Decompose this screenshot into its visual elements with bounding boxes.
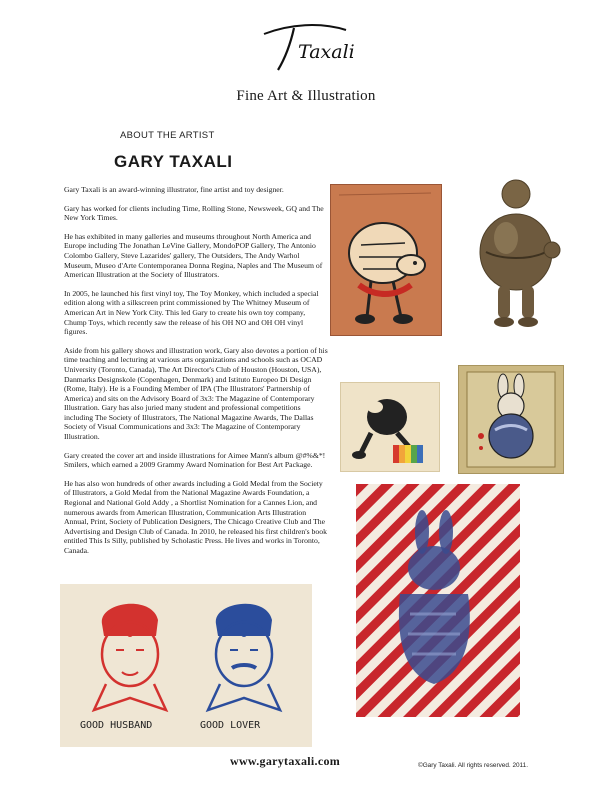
bio-paragraph: He has exhibited in many galleries and museums throughout North America and Europe including The Jonathan LeVine Gallery, MondoPOP Gallery, The Antonio Colombo Gallery, Steve Lazarides' gallery, The Outsiders, The Andy Warhol Museum, Museo d'Arte Contemporanea Donna Regina, Naples and The Museum of American Illustration at the Society of Illustrators.	[64, 231, 323, 280]
faces-left-caption: GOOD HUSBAND	[80, 720, 153, 731]
bio-paragraph: He has also won hundreds of other awards including a Gold Medal from the Society of Illustrators, a Gold Medal from the National Magazine Awards Foundation, a Regional and National Gold Addy , a Shortlist Nomination for a Cannes Lion, and numerous awards from American Illustration, Communication Arts Illustration Annual, Print, Society of Publication Designers, The Chicago Creative Club and The Advertising and Design Club of Canada. In 2010, he released his first children's book entitled This Is Silly, published by Scholastic Press. He lives and works in Toronto, Canada.	[64, 478, 327, 555]
artwork-seated-rabbit	[458, 365, 564, 474]
bio-text	[64, 185, 328, 565]
artwork-fist-character	[330, 184, 442, 336]
copyright-notice: ©Gary Taxali. All rights reserved. 2011.	[418, 762, 528, 769]
artist-name: GARY TAXALI	[114, 152, 233, 171]
page-subtitle: Fine Art & Illustration	[236, 88, 376, 104]
bio-paragraph: Gary Taxali is an award-winning illustrator, fine artist and toy designer.	[64, 185, 284, 194]
artwork-striped-rabbit-print	[356, 484, 520, 717]
section-label: ABOUT THE ARTIST	[120, 130, 215, 141]
bio-paragraph: Aside from his gallery shows and illustration work, Gary also devotes a portion of his time teaching and lecturing at various arts organizations and schools such as OCAD University (Toronto, Canada), The Art Director's Club of Houston (Houston, USA), Danmarks Designskole (Copenhagen, Denmark) and Istituto Europeo Di Design (Rome, Italy). He is a Founding Member of IPA (The Illustrators' Partnership of America) and sits on the Advisory Board of 3x3: The Magazine of Contemporary Illustration. Gary has also juried many student and professional competitions including The Society of Illustrators, The National Magazine Awards, The Dallas Society of Visual Communications and 3x3: The Magazine of Contemporary Illustration.	[64, 345, 328, 442]
taxali-logo	[250, 18, 360, 78]
logo-text: Taxali	[298, 41, 355, 63]
bio-paragraph: Gary created the cover art and inside illustrations for Aimee Mann's album @#%&*! Smilers, which earned a 2009 Grammy Award Nomination for Best Art Package.	[64, 450, 326, 470]
faces-right-caption: GOOD LOVER	[200, 720, 261, 731]
artwork-running-figure	[340, 382, 440, 472]
bio-paragraph: Gary has worked for clients including Time, Rolling Stone, Newsweek, GQ and The New York Times.	[64, 203, 324, 223]
website-link[interactable]: www.garytaxali.com	[230, 754, 341, 768]
artwork-faces-print	[60, 584, 312, 747]
bio-paragraph: In 2005, he launched his first vinyl toy, The Toy Monkey, which included a special edition along with a silkscreen print commissioned by The Whitney Museum of American Art in New York City. This led Gary to create his own toy company, Chump Toys, which recently saw the release of his OH NO and OH OH vinyl figures.	[64, 288, 319, 337]
artwork-bronze-toy	[466, 172, 562, 330]
